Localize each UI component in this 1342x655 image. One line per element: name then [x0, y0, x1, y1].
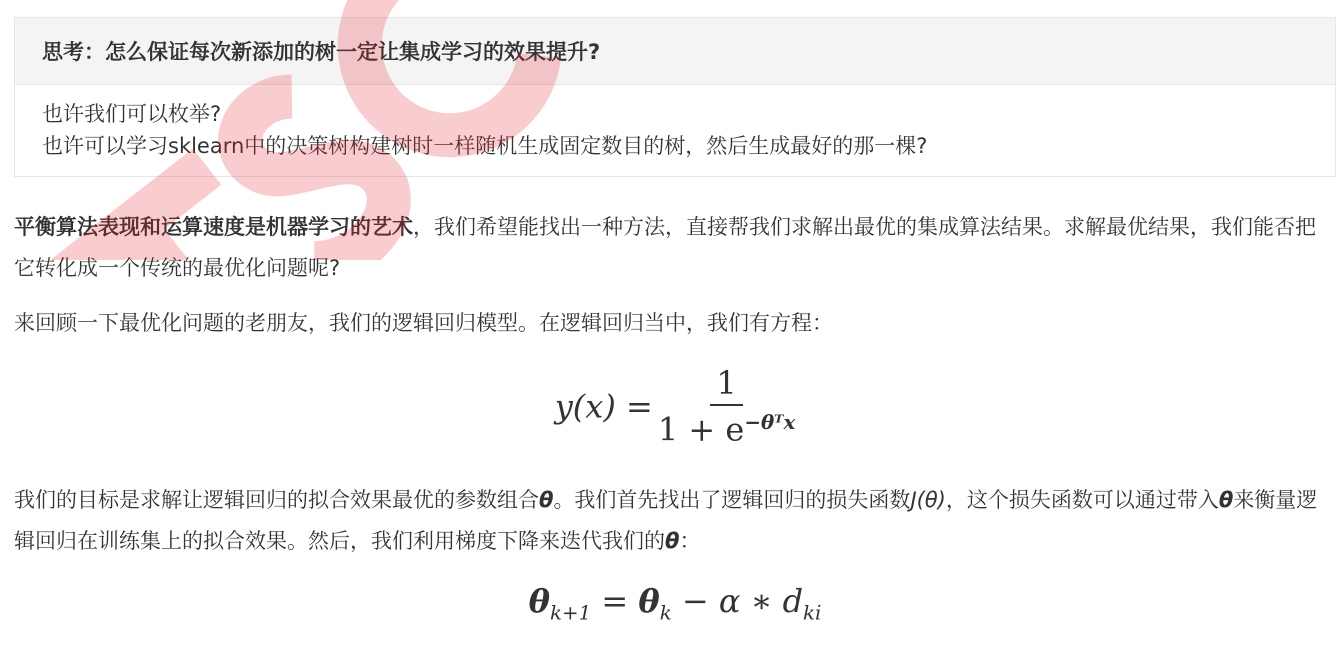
objective-text-d: 来衡量逻辑回归在训练集上的拟合效果。然后，我们利用梯度下降来迭代我们的 [14, 488, 1318, 553]
logistic-formula [14, 364, 1336, 460]
d-subscript: ki [803, 601, 822, 625]
paragraph-balance-rest: ，我们希望能找出一种方法，直接帮我们求解出最优的集成算法结果。求解最优结果，我们能否把它转化成一个传统的最优化问题呢? [14, 215, 1316, 280]
objective-text-a: 我们的目标是求解让逻辑回归的拟合效果最优的参数组合 [14, 488, 539, 512]
objective-text-c: ，这个损失函数可以通过带入 [945, 488, 1219, 512]
minus-alpha-d: − α ∗ d [671, 582, 804, 620]
paragraph-balance-bold: 平衡算法表现和运算速度是机器学习的艺术 [14, 215, 413, 239]
paragraph-review: 来回顾一下最优化问题的老朋友，我们的逻辑回归模型。在逻辑回归当中，我们有方程： [14, 311, 833, 335]
formula-numerator: 1 [710, 364, 742, 406]
loss-function-symbol: J(θ) [910, 488, 946, 512]
formula-lhs: y(x) = [554, 387, 653, 426]
theta-next-subscript: k+1 [549, 601, 592, 625]
formula-denominator [658, 406, 795, 449]
denominator-base: 1 + e [657, 410, 745, 449]
theta-symbol: θ [1218, 488, 1234, 512]
equals-sign: = [591, 582, 639, 620]
theta-symbol: θ [539, 488, 554, 512]
callout-body [15, 85, 1335, 176]
thinking-callout [14, 17, 1336, 177]
callout-line-2: 也许可以学习sklearn中的决策树构建树时一样随机生成固定数目的树，然后生成最好的那一棵? [42, 134, 928, 158]
theta-current: θ [638, 582, 660, 620]
article-content [14, 17, 1336, 624]
paragraph-balance [14, 207, 1336, 289]
callout-title: 思考：怎么保证每次新添加的树一定让集成学习的效果提升? [15, 18, 1335, 85]
theta-next: θ [528, 582, 550, 620]
gradient-update-formula [14, 582, 1336, 624]
denominator-exponent: −θᵀx [744, 410, 796, 434]
theta-current-subscript: k [659, 601, 672, 625]
objective-text-e: ： [679, 529, 701, 553]
callout-line-1: 也许我们可以枚举? [42, 102, 222, 126]
formula-fraction [658, 364, 795, 449]
objective-text-b: 。我们首先找出了逻辑回归的损失函数 [553, 488, 911, 512]
paragraph-objective [14, 480, 1336, 562]
theta-symbol: θ [665, 529, 680, 553]
